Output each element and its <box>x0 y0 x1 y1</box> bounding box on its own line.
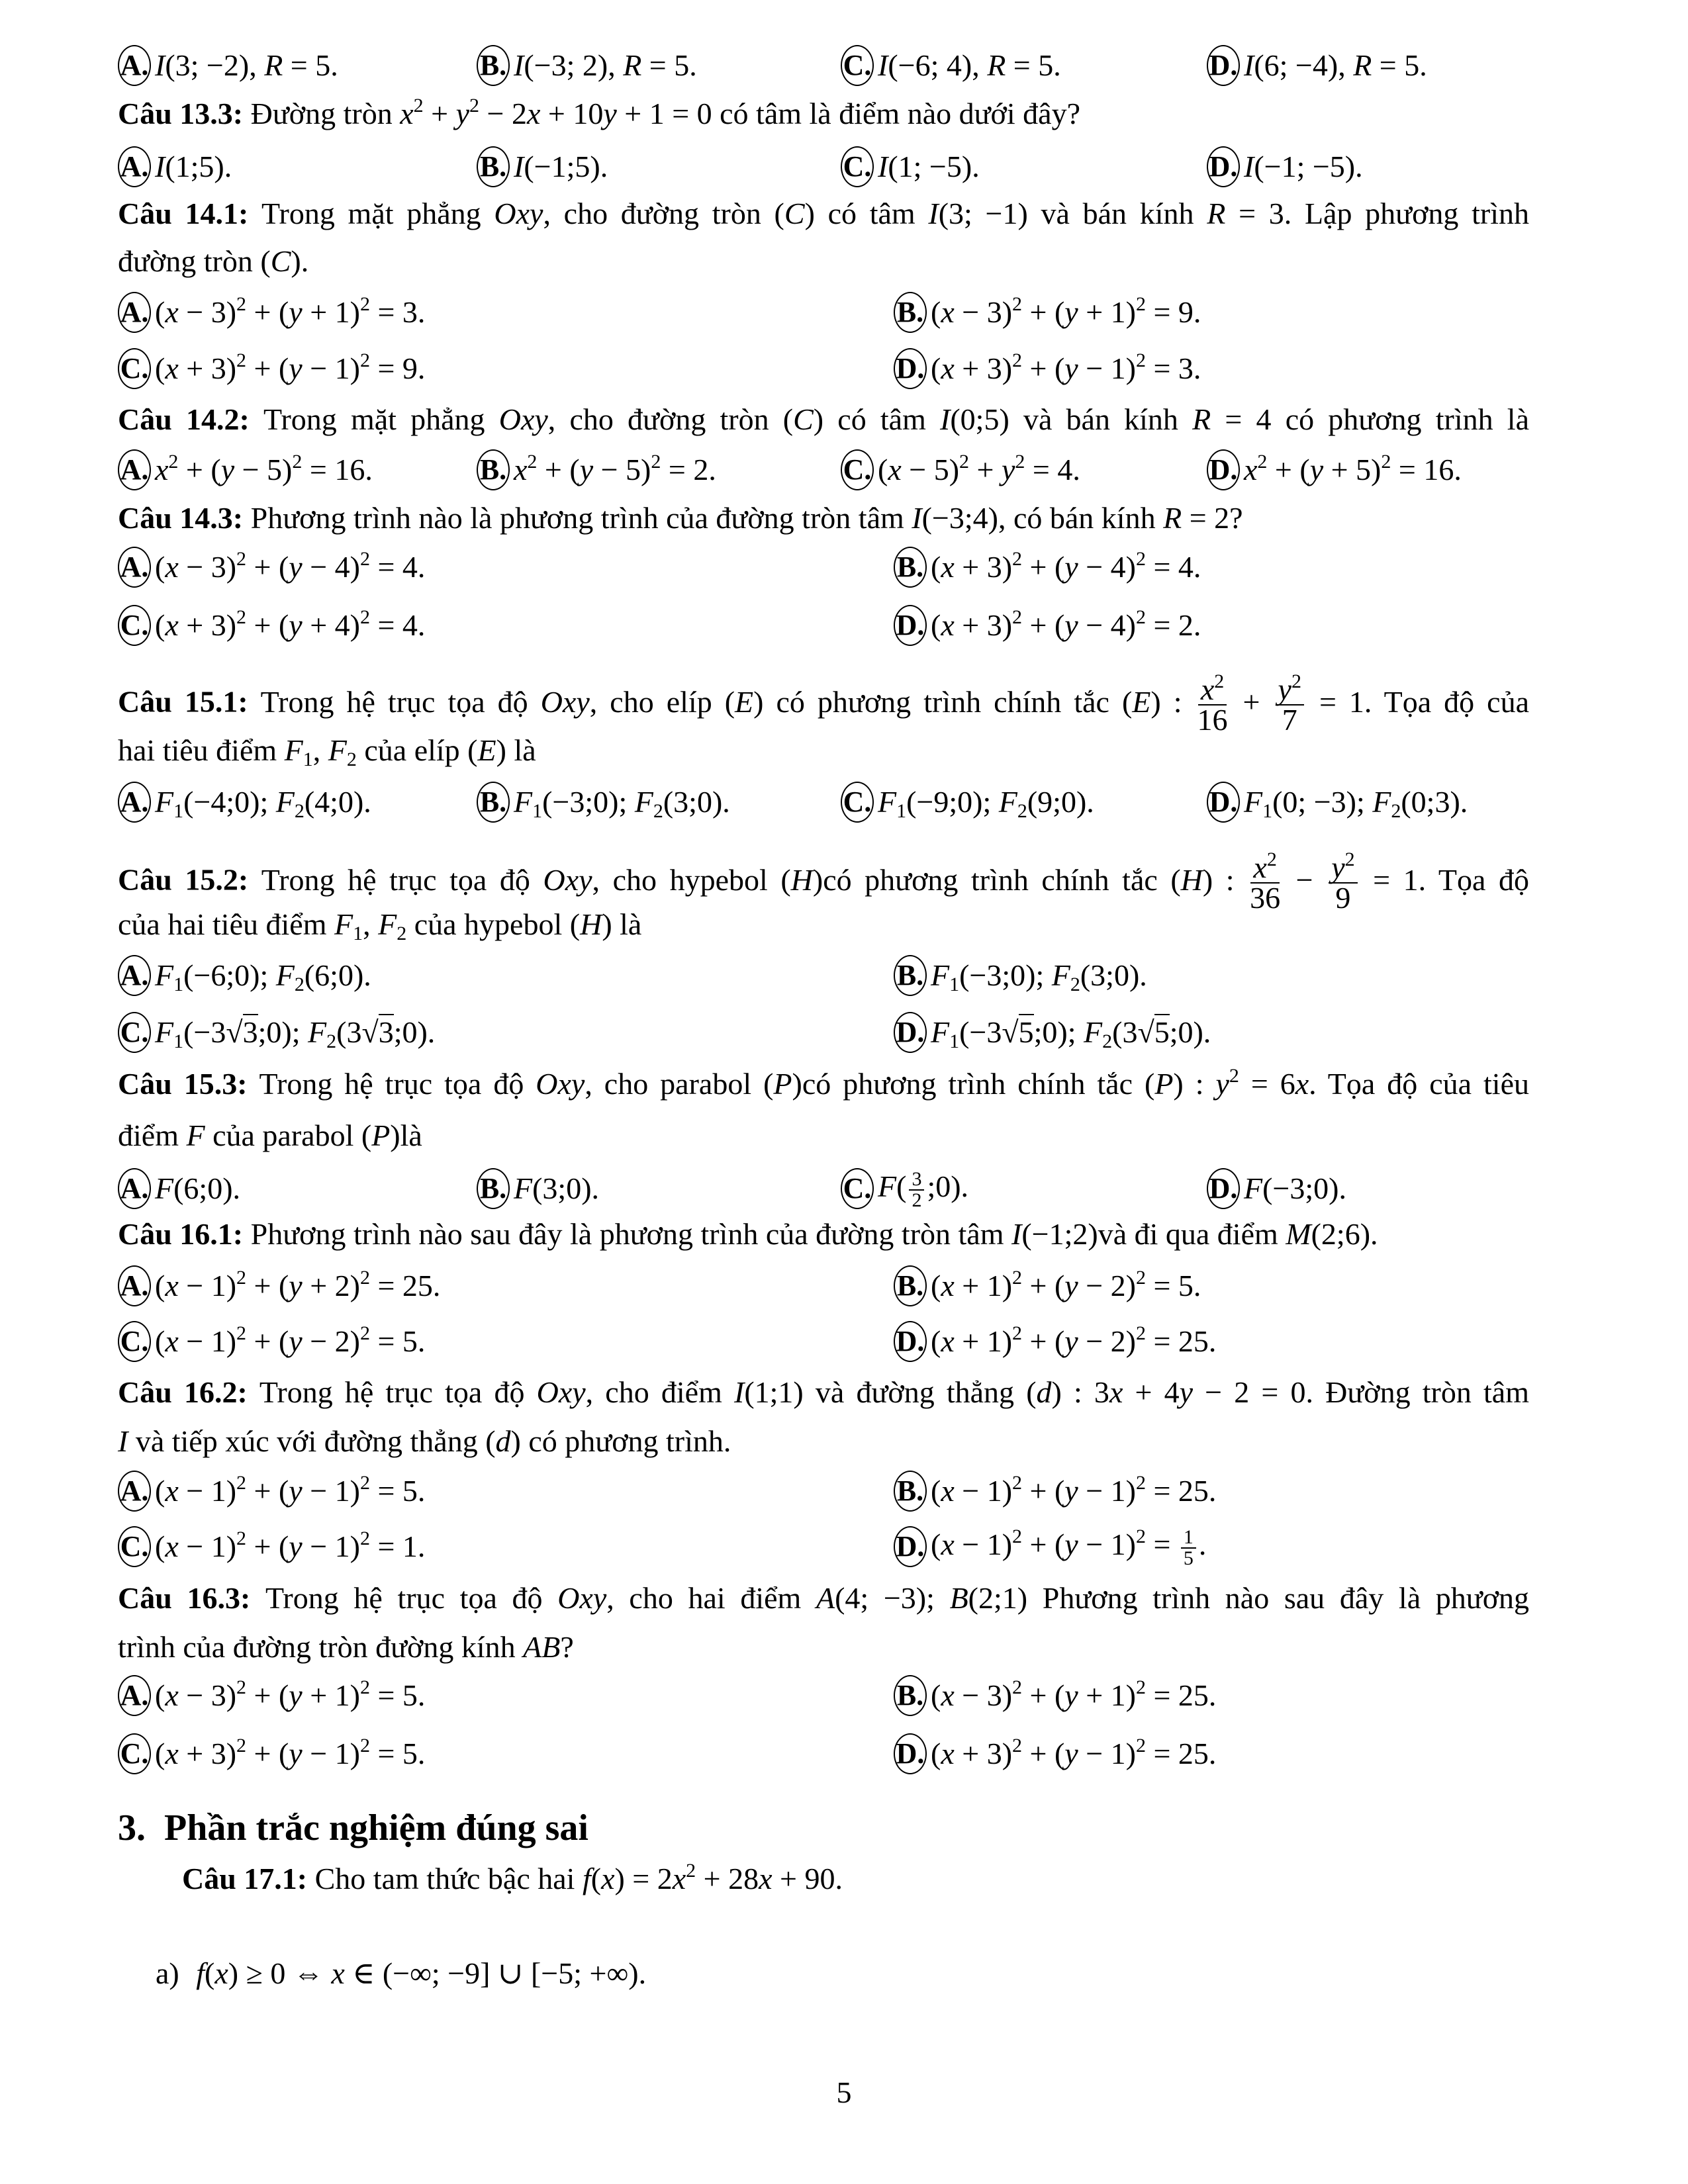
row-cont <box>118 905 1529 944</box>
text-line: đường tròn (C). <box>118 244 309 278</box>
row-stem <box>118 94 1529 134</box>
answer-option-a[interactable] <box>118 293 425 332</box>
answer-option-b[interactable] <box>894 1266 1201 1306</box>
answer-option-d[interactable] <box>894 1734 1216 1774</box>
row-opts2 <box>118 606 1529 645</box>
answer-option-c[interactable] <box>118 1734 425 1774</box>
option-letter-circle: D. <box>1207 782 1240 823</box>
option-letter-circle: B. <box>894 955 927 996</box>
option-text: $(x - 3)^2 + (y - 4)^2 = 4$. <box>155 548 426 584</box>
option-text: $(x + 3)^2 + (y - 1)^2 = 9$. <box>155 349 426 385</box>
option-letter-circle: D. <box>894 1733 927 1774</box>
option-letter-circle: A. <box>118 782 151 823</box>
option-text: $(x + 1)^2 + (y - 2)^2 = 5$. <box>931 1267 1201 1302</box>
option-letter-circle: D. <box>1207 1168 1240 1209</box>
option-letter-circle: C. <box>841 1168 874 1209</box>
row-opts2 <box>118 1266 1529 1306</box>
option-text: $x^2 + (y - 5)^2 = 16$. <box>155 451 373 486</box>
option-letter-circle: B. <box>477 782 510 823</box>
answer-option-b[interactable] <box>477 1169 599 1208</box>
row-opts2 <box>118 1676 1529 1715</box>
option-letter-circle: B. <box>477 146 510 187</box>
answer-option-c[interactable] <box>841 147 980 187</box>
option-text: I(−1; −5). <box>1244 150 1363 183</box>
answer-option-c[interactable] <box>118 1013 435 1052</box>
option-text: $(x + 3)^2 + (y - 1)^2 = 3$. <box>931 349 1201 385</box>
option-letter-circle: B. <box>477 45 510 86</box>
row-opts2 <box>118 1734 1529 1774</box>
answer-option-b[interactable] <box>894 547 1201 587</box>
row-sub <box>156 1954 1567 1993</box>
option-text: F( $\frac{3}{2}$ ;0). <box>878 1167 969 1211</box>
option-letter-circle: D. <box>1207 449 1240 490</box>
question-label: Câu 15.2: <box>118 862 261 897</box>
answer-option-b[interactable] <box>894 1471 1216 1511</box>
question-text: Đường tròn $x^2 + y^2 - 2x + 10y + 1 = 0$ có tâm là điểm nào dưới đây? <box>250 95 1080 130</box>
option-letter-circle: B. <box>477 1168 510 1209</box>
option-text: $(x + 3)^2 + (y - 1)^2 = 25$. <box>931 1735 1217 1770</box>
option-text: I(3; −2), R = 5. <box>155 48 338 82</box>
question-label: Câu 16.1: <box>118 1217 251 1251</box>
answer-option-c[interactable] <box>118 1322 425 1361</box>
answer-option-c[interactable] <box>118 1527 425 1567</box>
option-letter-circle: D. <box>894 1321 927 1362</box>
row-opts4 <box>118 147 1529 187</box>
question-label: Câu 14.1: <box>118 197 262 230</box>
option-letter-circle: D. <box>894 1526 927 1567</box>
row-opts2 <box>118 1527 1529 1567</box>
option-letter-circle: A. <box>118 547 151 588</box>
answer-option-d[interactable] <box>1207 1169 1346 1208</box>
answer-option-c[interactable] <box>841 46 1061 85</box>
option-text: $(x - 1)^2 + (y - 1)^2 = 1$. <box>155 1527 426 1563</box>
option-letter-circle: C. <box>118 1012 151 1053</box>
question-label: Câu 15.1: <box>118 684 261 719</box>
question-label: Câu 17.1: <box>182 1862 315 1895</box>
text-line: trình của đường tròn đường kính AB? <box>118 1630 574 1664</box>
option-letter-circle: A. <box>118 292 151 333</box>
row-cont <box>118 242 1529 281</box>
option-letter-circle: C. <box>118 1733 151 1774</box>
option-letter-circle: B. <box>894 547 927 588</box>
row-cont <box>118 731 1529 770</box>
answer-option-d[interactable] <box>894 606 1201 645</box>
answer-option-b[interactable] <box>477 46 697 85</box>
row-opts2 <box>118 1322 1529 1361</box>
option-letter-circle: C. <box>118 1321 151 1362</box>
option-text: $(x - 3)^2 + (y + 1)^2 = 9$. <box>931 293 1201 329</box>
answer-option-d[interactable] <box>1207 450 1462 490</box>
section-heading: 3. Phần trắc nghiệm đúng sai <box>118 1807 588 1848</box>
row-stem <box>118 400 1529 439</box>
answer-option-d[interactable] <box>1207 46 1427 85</box>
option-letter-circle: B. <box>894 1265 927 1306</box>
question-text: Trong mặt phẳng Oxy, cho đường tròn (C) có tâm I(0;5) và bán kính R = 4 có phương trình là <box>263 402 1529 436</box>
row-opts4 <box>118 46 1529 85</box>
option-text: $F_1(-3√3;0)$; $F_2(3√3;0)$. <box>155 1015 436 1052</box>
question-label: Câu 14.3: <box>118 501 251 535</box>
answer-option-b[interactable] <box>894 293 1201 332</box>
question-text: Trong mặt phẳng Oxy, cho đường tròn (C) có tâm I(3; −1) và bán kính R = 3. Lập phương trình <box>261 197 1530 230</box>
answer-option-c[interactable] <box>118 349 425 388</box>
option-letter-circle: B. <box>894 1471 927 1512</box>
question-label: Câu 16.2: <box>118 1375 259 1409</box>
answer-option-c[interactable] <box>841 782 1094 822</box>
option-text: F(−3;0). <box>1244 1171 1346 1205</box>
option-text: $(x - 1)^2 + (y + 2)^2 = 25$. <box>155 1267 441 1302</box>
question-text: Trong hệ trục tọa độ Oxy, cho điểm I(1;1) và đường thẳng (d) : 3x + 4y − 2 = 0. Đường tròn tâm <box>259 1375 1530 1409</box>
page-number: 5 <box>836 2075 852 2109</box>
text-line: hai tiêu điểm $F_1$, $F_2$ của elíp (E) là <box>118 733 536 770</box>
option-letter-circle: D. <box>1207 146 1240 187</box>
text-line: điểm F của parabol (P)là <box>118 1118 422 1152</box>
option-letter-circle: C. <box>841 146 874 187</box>
row-stem <box>118 1214 1529 1254</box>
option-text: $F_1(-4;0)$; $F_2(4;0)$. <box>155 785 371 822</box>
answer-option-a[interactable] <box>118 147 232 187</box>
row-opts2 <box>118 1471 1529 1511</box>
option-text: $(x - 3)^2 + (y + 1)^2 = 5$. <box>155 1676 426 1712</box>
text-line: f(x) ≥ 0 ⇔ x ∈ (−∞; −9] ∪ [−5; +∞). <box>196 1956 647 1990</box>
row-stem <box>118 670 1529 737</box>
answer-option-b[interactable] <box>477 450 716 490</box>
answer-option-d[interactable] <box>1207 782 1468 822</box>
option-letter-circle: C. <box>118 348 151 389</box>
option-text: $F_1(-3;0)$; $F_2(3;0)$. <box>931 958 1147 995</box>
text-line: I và tiếp xúc với đường thẳng (d) có phương trình. <box>118 1424 731 1458</box>
option-text: $x^2 + (y - 5)^2 = 2$. <box>514 451 716 486</box>
answer-option-b[interactable] <box>477 147 608 187</box>
answer-option-b[interactable] <box>894 956 1147 995</box>
option-letter-circle: C. <box>841 782 874 823</box>
option-text: F(6;0). <box>155 1171 241 1205</box>
question-text: Trong hệ trục tọa độ Oxy, cho hai điểm A(4; −3); B(2;1) Phương trình nào sau đây là phương <box>265 1581 1530 1615</box>
row-opts4 <box>118 782 1529 822</box>
option-letter-circle: A. <box>118 146 151 187</box>
option-text: I(1;5). <box>155 150 232 183</box>
option-letter-circle: C. <box>118 1526 151 1567</box>
option-text: $(x - 5)^2 + y^2 = 4$. <box>878 451 1080 486</box>
row-stem <box>118 1578 1529 1618</box>
option-text: $F_1(-9;0)$; $F_2(9;0)$. <box>878 785 1094 822</box>
question-label: a) <box>156 1956 187 1990</box>
option-letter-circle: B. <box>894 292 927 333</box>
answer-option-d[interactable] <box>894 1322 1216 1361</box>
answer-option-a[interactable] <box>118 956 371 995</box>
option-text: $F_1(-3√5;0)$; $F_2(3√5;0)$. <box>931 1015 1211 1052</box>
option-text: I(−3; 2), R = 5. <box>514 48 697 82</box>
answer-option-c[interactable] <box>118 606 425 645</box>
option-text: $(x + 1)^2 + (y - 2)^2 = 25$. <box>931 1322 1217 1358</box>
row-stem <box>118 1064 1529 1104</box>
answer-option-a[interactable] <box>118 547 425 587</box>
option-text: $(x - 3)^2 + (y + 1)^2 = 25$. <box>931 1676 1217 1712</box>
row-stem <box>118 194 1529 234</box>
option-letter-circle: C. <box>118 605 151 646</box>
option-letter-circle: D. <box>894 605 927 646</box>
answer-option-a[interactable] <box>118 1169 240 1208</box>
option-letter-circle: A. <box>118 449 151 490</box>
row-cont <box>118 1116 1529 1156</box>
option-text: I(−6; 4), R = 5. <box>878 48 1061 82</box>
question-text: Cho tam thức bậc hai $f(x) = 2x^2 + 28x + 90$. <box>314 1860 843 1895</box>
option-text: $x^2 + (y + 5)^2 = 16$. <box>1244 451 1462 486</box>
option-text: $(x - 3)^2 + (y + 1)^2 = 3$. <box>155 293 426 329</box>
option-text: $F_1(0$; −3); $F_2(0;3)$. <box>1244 785 1468 822</box>
option-text: $(x + 3)^2 + (y - 4)^2 = 2$. <box>931 606 1201 642</box>
question-label: Câu 13.3: <box>118 97 251 130</box>
option-letter-circle: B. <box>894 1675 927 1716</box>
option-text: $F_1(-6;0)$; $F_2(6;0)$. <box>155 958 371 995</box>
answer-option-c[interactable] <box>841 450 1080 490</box>
row-cont <box>118 1422 1529 1461</box>
answer-option-d[interactable] <box>894 1527 1206 1567</box>
answer-option-d[interactable] <box>1207 147 1363 187</box>
option-text: I(1; −5). <box>878 150 980 183</box>
row-opts4 <box>118 450 1529 490</box>
answer-option-a[interactable] <box>118 46 338 85</box>
option-letter-circle: C. <box>841 449 874 490</box>
question-text: Phương trình nào là phương trình của đường tròn tâm I(−3;4), có bán kính R = 2? <box>250 501 1243 535</box>
option-letter-circle: B. <box>477 449 510 490</box>
option-text: $(x - 1)^2 + (y - 2)^2 = 5$. <box>155 1322 426 1358</box>
option-text: I(6; −4), R = 5. <box>1244 48 1427 82</box>
answer-option-d[interactable] <box>894 1013 1211 1052</box>
answer-option-a[interactable] <box>118 450 373 490</box>
option-text: $(x - 1)^2 + (y - 1)^2 = 5$. <box>155 1472 426 1508</box>
option-letter-circle: A. <box>118 1265 151 1306</box>
row-opts2 <box>118 293 1529 332</box>
question-label: Câu 16.3: <box>118 1581 265 1615</box>
option-letter-circle: A. <box>118 1168 151 1209</box>
row-opts2 <box>118 349 1529 388</box>
answer-option-b[interactable] <box>477 782 730 822</box>
row-stem <box>182 1859 1593 1899</box>
option-text: $(x - 1)^2 + (y - 1)^2$ = $\frac{1}{5}$ . <box>931 1525 1207 1569</box>
option-letter-circle: A. <box>118 1675 151 1716</box>
question-text: Trong hệ trục tọa độ Oxy, cho parabol (P)có phương trình chính tắc (P) : $y^2 = 6x$. Tọa độ của tiêu <box>259 1065 1530 1101</box>
option-text: $(x - 1)^2 + (y - 1)^2 = 25$. <box>931 1472 1217 1508</box>
row-opts4 <box>118 1167 1529 1211</box>
row-stem <box>118 848 1529 915</box>
row-opts2 <box>118 547 1529 587</box>
row-stem <box>118 1373 1529 1412</box>
option-text: $(x + 3)^2 + (y - 4)^2 = 4$. <box>931 548 1201 584</box>
row-opts2 <box>118 956 1529 995</box>
question-text: Phương trình nào sau đây là phương trình của đường tròn tâm I(−1;2)và đi qua điểm M(2;6). <box>250 1217 1378 1251</box>
row-opts2 <box>118 1013 1529 1052</box>
option-text: $(x + 3)^2 + (y + 4)^2 = 4$. <box>155 606 426 642</box>
question-label: Câu 15.3: <box>118 1067 259 1101</box>
question-text: Trong hệ trục tọa độ Oxy, cho hypebol (H)có phương trình chính tắc (H) : $\frac{x^2}{36}$ − $\frac{y^2}{9}$ = 1. Tọa độ <box>261 848 1529 915</box>
option-letter-circle: A. <box>118 1471 151 1512</box>
option-letter-circle: A. <box>118 45 151 86</box>
option-letter-circle: D. <box>894 1012 927 1053</box>
option-text: $F_1(-3;0)$; $F_2(3;0)$. <box>514 785 730 822</box>
option-text: I(−1;5). <box>514 150 608 183</box>
answer-option-a[interactable] <box>118 1676 425 1715</box>
row-stem <box>118 498 1529 538</box>
row-heading <box>118 1808 1529 1848</box>
option-letter-circle: A. <box>118 955 151 996</box>
answer-option-a[interactable] <box>118 782 371 822</box>
answer-option-a[interactable] <box>118 1266 440 1306</box>
row-cont <box>118 1627 1529 1667</box>
option-letter-circle: D. <box>894 348 927 389</box>
answer-option-a[interactable] <box>118 1471 425 1511</box>
question-text: Trong hệ trục tọa độ Oxy, cho elíp (E) có phương trình chính tắc (E) : $\frac{x^2}{16}$ + $\frac{y^2}{7}$ = 1. Tọa độ của <box>260 670 1529 737</box>
option-text: $(x + 3)^2 + (y - 1)^2 = 5$. <box>155 1735 426 1770</box>
answer-option-c[interactable] <box>841 1167 969 1211</box>
option-letter-circle: C. <box>841 45 874 86</box>
question-label: Câu 14.2: <box>118 402 263 436</box>
text-line: của hai tiêu điểm $F_1$, $F_2$ của hypebol (H) là <box>118 907 642 944</box>
option-text: F(3;0). <box>514 1171 600 1205</box>
option-letter-circle: D. <box>1207 45 1240 86</box>
answer-option-b[interactable] <box>894 1676 1216 1715</box>
answer-option-d[interactable] <box>894 349 1201 388</box>
